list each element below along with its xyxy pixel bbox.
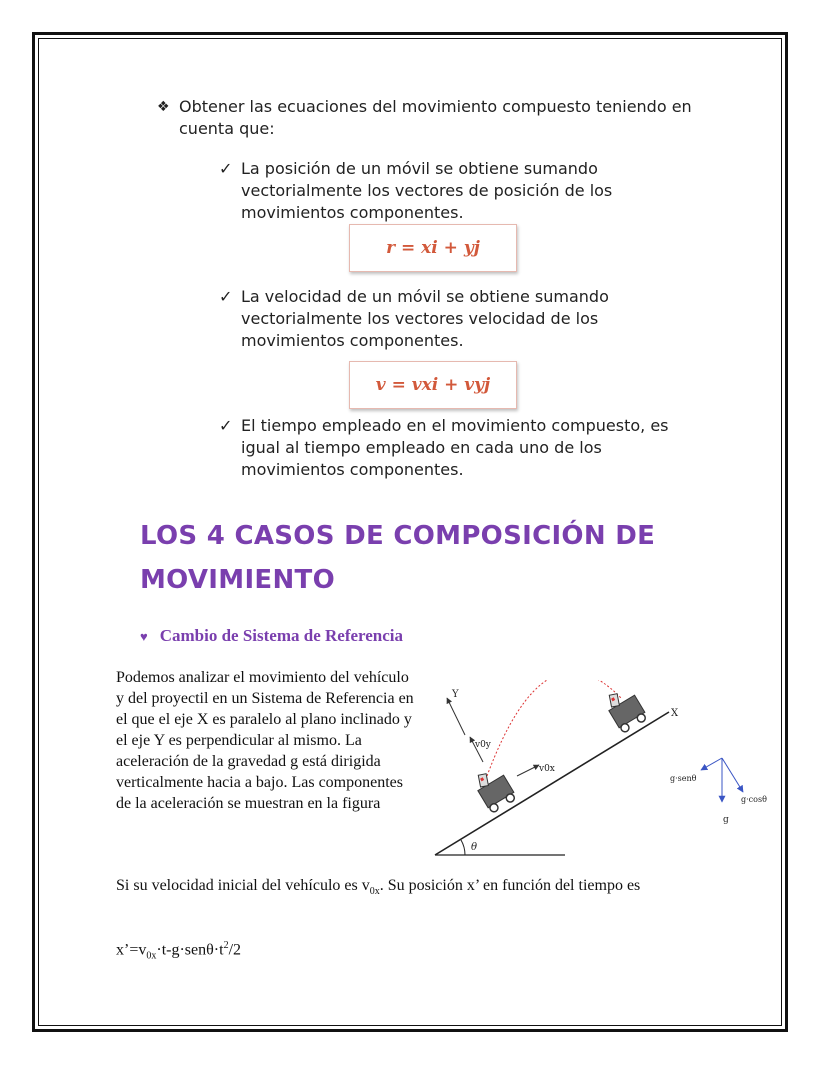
trajectory-path xyxy=(487,680,621,776)
formula-position: r = xi + yj xyxy=(386,238,480,258)
subheading xyxy=(140,626,403,646)
angle-arc xyxy=(461,840,465,855)
formula-velocity-box xyxy=(349,361,517,409)
y-axis-label: Y xyxy=(452,689,459,700)
theta-label: θ xyxy=(471,842,478,853)
g-sen-arrow xyxy=(701,758,722,770)
g-sen-label: g·senθ xyxy=(670,774,697,783)
g-cos-label: g·cosθ xyxy=(741,795,767,804)
position-equation: $x’=v_{0x}\cdot t-g\cdot sen\theta\cdot t^2/2$ xyxy=(116,940,242,962)
paragraph-text: Podemos analizar el movimiento del vehículo y del proyectil en un Sistema de Referencia en el que el eje X es paralelo al plano inclinado y el eje Y es perpendicular al mismo. La aceleración de la gravedad g está dirigida verticalmente hacia a bajo. Las componentes de la aceleración se muestran en la figura xyxy=(116,669,414,812)
check-text: La velocidad de un móvil se obtiene sumando vectorialmente los vectores velocidad de los movimientos componentes. xyxy=(241,287,609,350)
check-text: El tiempo empleado en el movimiento compuesto, es igual al tiempo empleado en cada uno de los movimientos componentes. xyxy=(241,416,669,479)
g-cos-arrow xyxy=(722,758,743,792)
v0x-label: v0x xyxy=(539,764,555,774)
incline-line xyxy=(435,712,669,855)
velocity-sentence: Si su velocidad inicial del vehículo es $v_{0x}$. Su posición x’ en función del tiempo es xyxy=(116,877,641,898)
intro-bullet xyxy=(157,96,717,140)
check-text: La posición de un móvil se obtiene sumando vectorialmente los vectores de posición de los movimientos componentes. xyxy=(241,159,613,222)
checkmark-icon: ✓ xyxy=(219,416,233,435)
formula-position-box xyxy=(349,224,517,272)
heart-bullet-icon: ♥ xyxy=(140,629,148,644)
subheading-text: Cambio de Sistema de Referencia xyxy=(159,626,404,645)
check-item-position xyxy=(219,158,619,224)
formula-velocity: v = vxi + vyj xyxy=(375,375,491,395)
x-axis-label: X xyxy=(671,708,679,719)
check-item-velocity xyxy=(219,286,639,352)
intro-text: Obtener las ecuaciones del movimiento compuesto teniendo en cuenta que: xyxy=(179,97,692,138)
checkmark-icon: ✓ xyxy=(219,159,233,178)
section-heading: LOS 4 CASOS DE COMPOSICIÓN DE MOVIMIENTO xyxy=(140,521,656,595)
diamond-bullet-icon: ❖ xyxy=(157,99,170,115)
v0x-arrow xyxy=(517,765,539,776)
v0y-label: v0y xyxy=(475,740,491,750)
y-axis-arrow xyxy=(447,698,465,735)
cart-upper xyxy=(602,684,648,734)
inclined-plane-figure xyxy=(425,680,795,865)
cart-lower xyxy=(471,764,517,814)
checkmark-icon: ✓ xyxy=(219,287,233,306)
g-label: g xyxy=(723,815,729,825)
check-item-time xyxy=(219,415,689,481)
